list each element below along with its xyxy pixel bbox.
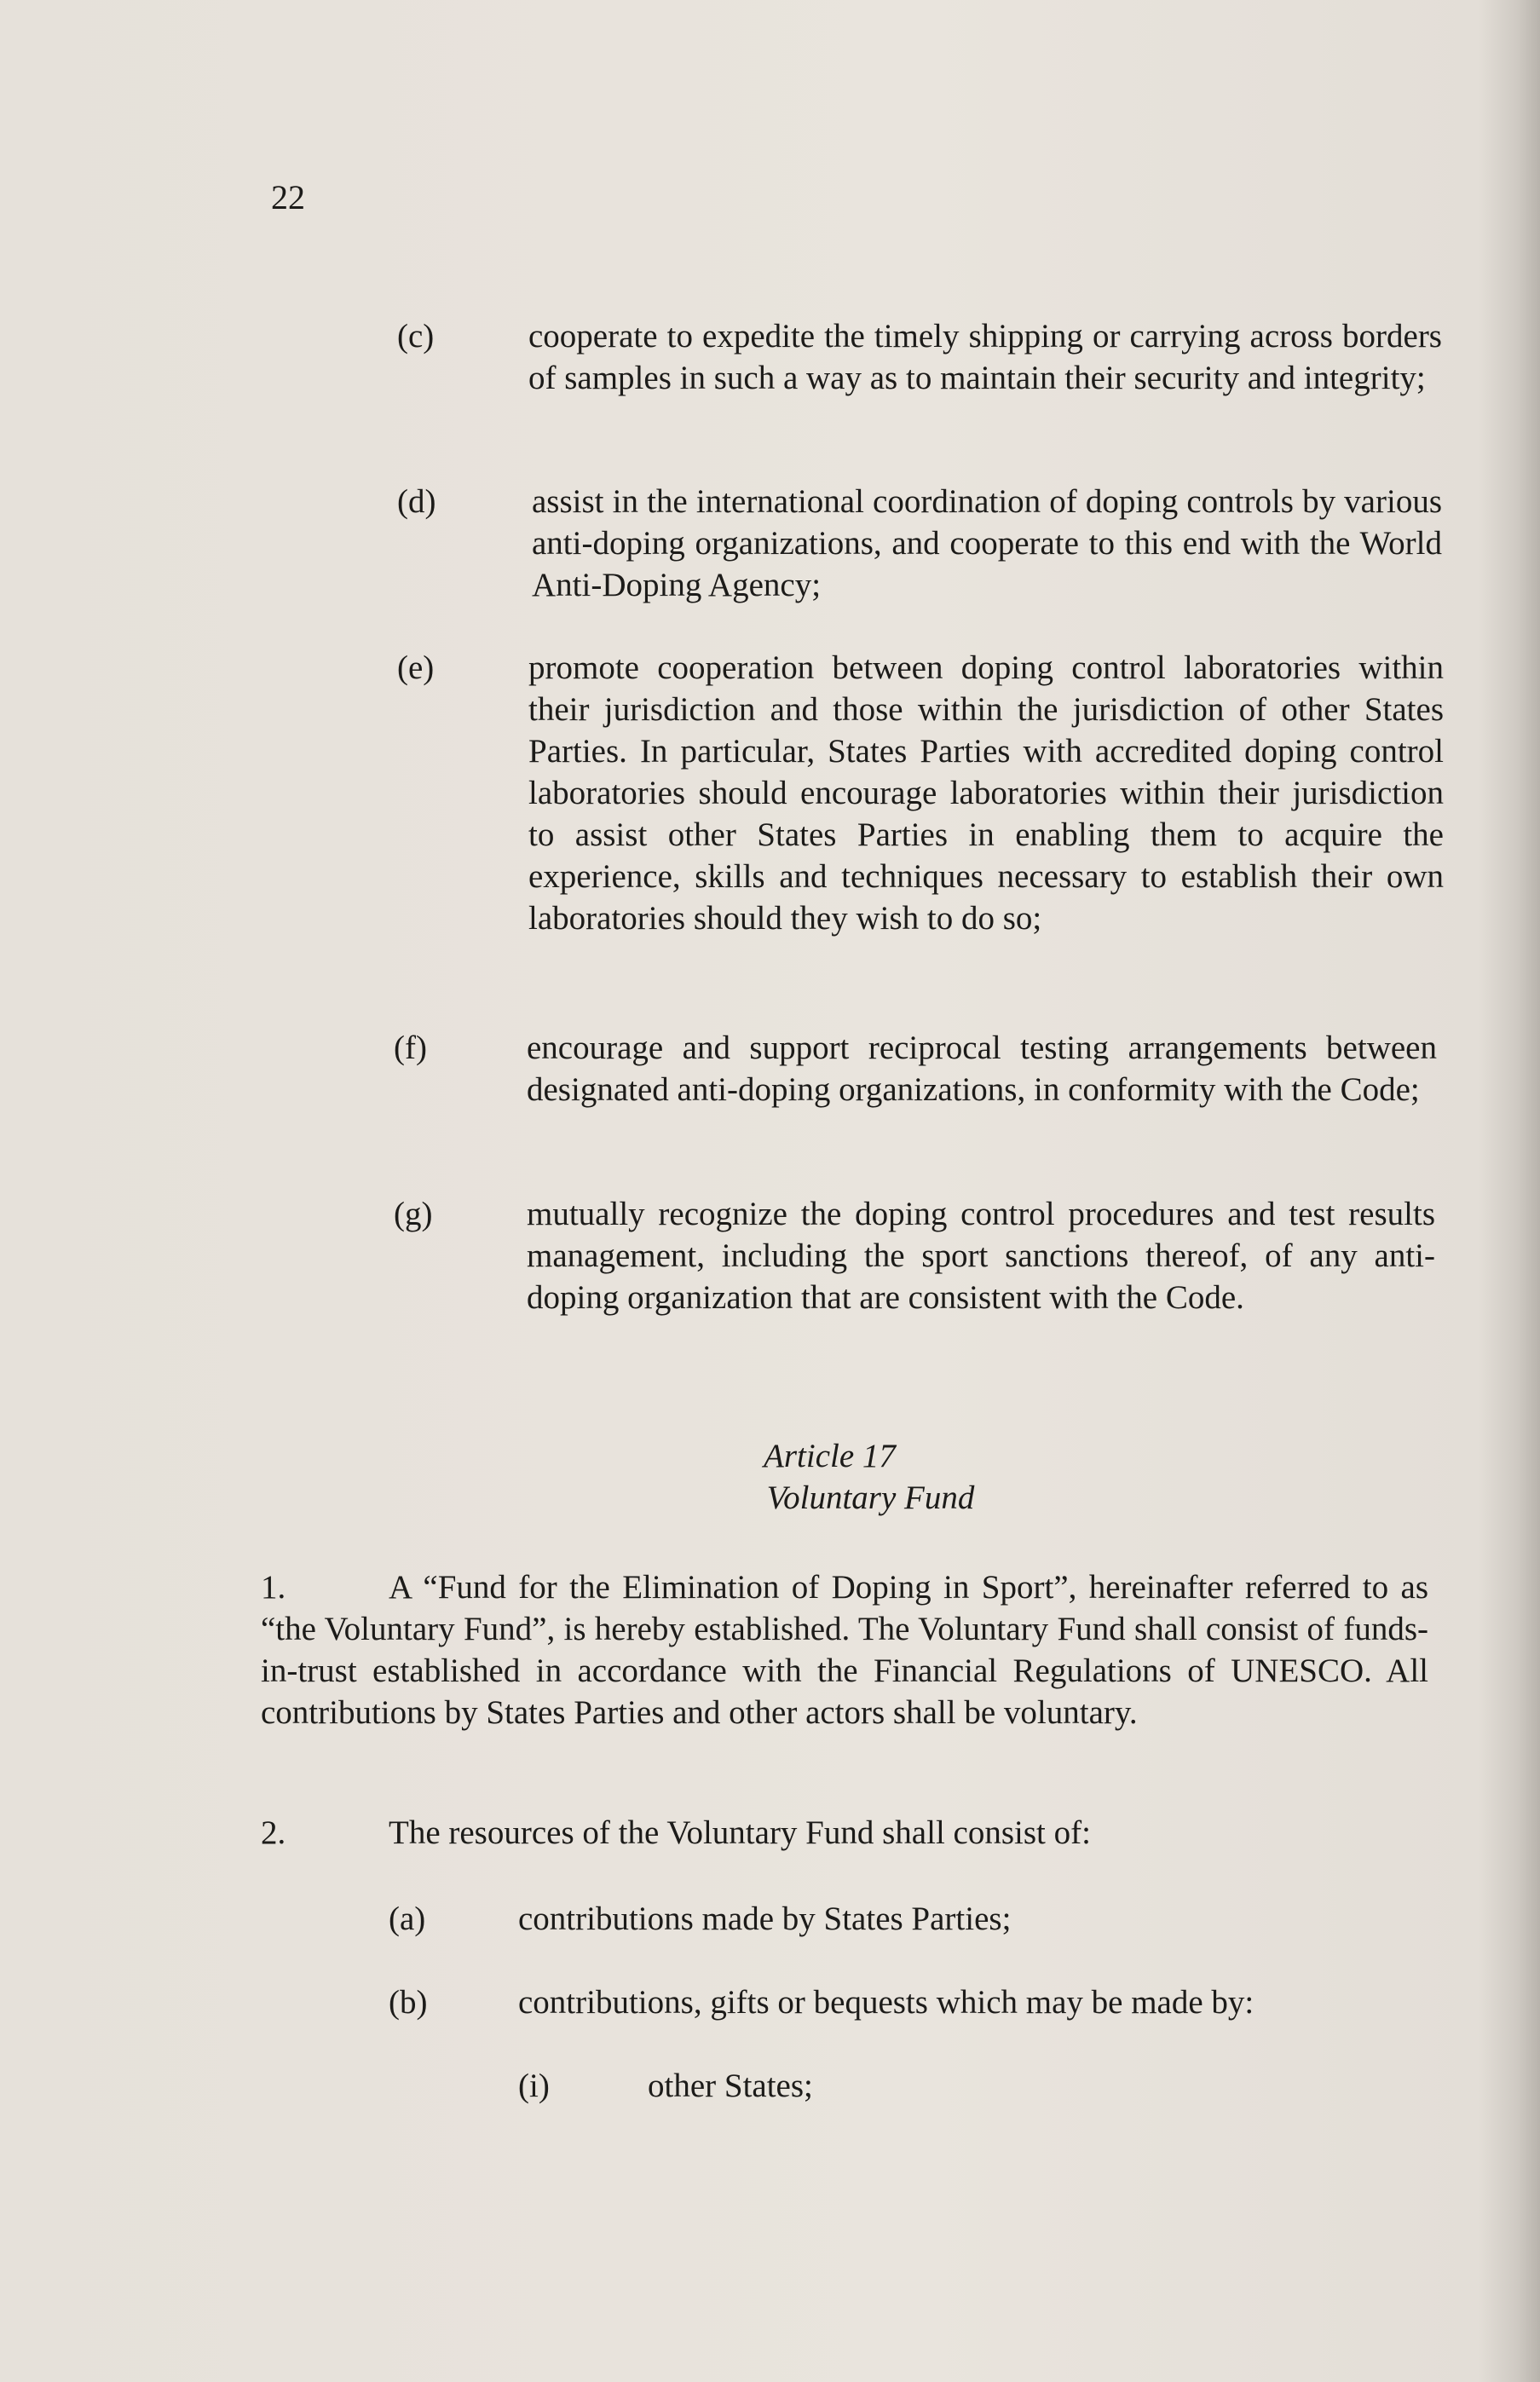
item-label: (f) <box>394 1030 427 1066</box>
sub-item-label: (b) <box>389 1984 428 2021</box>
item-text: assist in the international coordination of doping controls by various anti-doping organizations, and cooperate to this end with the World Anti-Doping Agency; <box>532 483 1442 603</box>
paragraph-number: 1. <box>261 1569 286 1606</box>
sub-sub-item-label: (i) <box>518 2068 550 2104</box>
item-label: (g) <box>394 1196 433 1232</box>
item-text: mutually recognize the doping control procedures and test results management, including the sport sanctions thereof, of any anti-doping organization that are consistent with the Code. <box>527 1196 1435 1316</box>
paragraph-number: 2. <box>261 1814 286 1851</box>
paragraph-text: The resources of the Voluntary Fund shall consist of: <box>389 1814 1091 1851</box>
sub-item-label: (a) <box>389 1900 426 1937</box>
item-label: (d) <box>397 483 436 520</box>
sub-sub-item-text: other States; <box>648 2068 813 2104</box>
article-number: Article 17 <box>764 1438 896 1474</box>
item-text: promote cooperation between doping control laboratories within their jurisdiction and those within the jurisdiction of other States Parties. In particular, States Parties with accredited doping control laboratories should encourage laboratories within their jurisdiction to assist other States Parties in enabling them to acquire the experience, skills and techniques necessary to establish their own laboratories should they wish to do so; <box>528 649 1444 937</box>
sub-item-text: contributions made by States Parties; <box>518 1900 1012 1937</box>
item-text: encourage and support reciprocal testing arrangements between designated anti-doping organizations, in conformity with the Code; <box>527 1030 1437 1108</box>
paragraph-text: A “Fund for the Elimination of Doping in Sport”, hereinafter referred to as “the Voluntary Fund”, is hereby established. The Voluntary Fund shall consist of funds-in-trust established in accordance with the Financial Regulations of UNESCO. All contributions by States Parties and other actors shall be voluntary. <box>261 1569 1428 1731</box>
sub-item-text: contributions, gifts or bequests which may be made by: <box>518 1984 1254 2021</box>
paragraph-2 <box>261 1812 1428 1854</box>
item-label: (e) <box>397 649 435 686</box>
item-text: cooperate to expedite the timely shipping or carrying across borders of samples in such a way as to maintain their security and integrity; <box>528 318 1442 396</box>
page-number: 22 <box>271 178 305 216</box>
item-label: (c) <box>397 318 435 355</box>
paragraph-1 <box>261 1566 1428 1733</box>
article-title: Voluntary Fund <box>766 1479 975 1516</box>
